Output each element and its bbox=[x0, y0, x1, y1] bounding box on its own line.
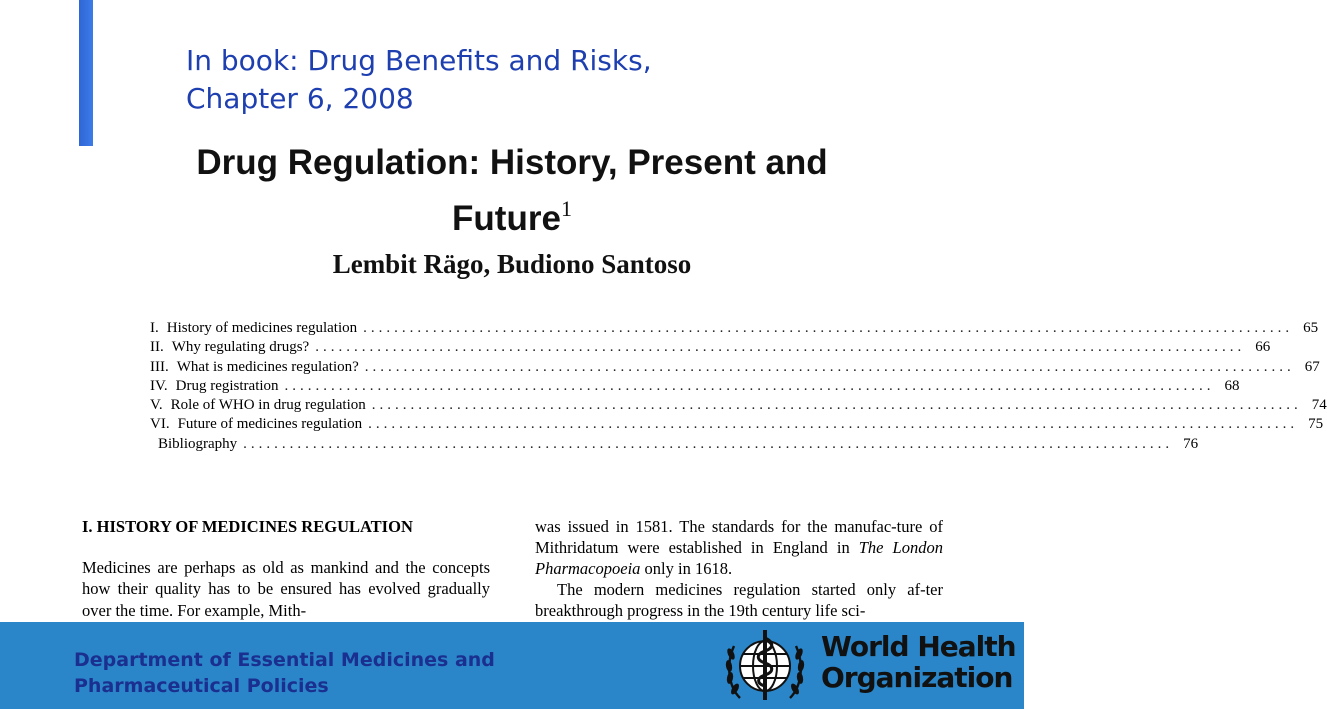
accent-bar bbox=[79, 0, 93, 146]
toc-title: History of medicines regulation bbox=[166, 320, 358, 336]
right-column bbox=[535, 516, 943, 621]
left-column bbox=[82, 516, 490, 621]
who-wordmark-line2: Organization bbox=[821, 661, 1013, 694]
toc-title: Role of WHO in drug regulation bbox=[170, 397, 366, 414]
toc-row bbox=[150, 358, 1320, 378]
toc-number: II. bbox=[150, 339, 164, 356]
toc-number: V. bbox=[150, 397, 163, 414]
title-footnote-marker: 1 bbox=[560, 196, 572, 221]
department-line1: Department of Essential Medicines and bbox=[74, 649, 495, 671]
toc-page: 75 bbox=[1308, 416, 1324, 433]
department-name bbox=[74, 647, 495, 699]
table-of-contents bbox=[150, 320, 1327, 455]
toc-leader-dots: ........................................................................................................................ bbox=[284, 377, 1215, 394]
toc-row bbox=[150, 377, 1240, 397]
toc-row bbox=[150, 397, 1327, 416]
toc-number: III. bbox=[150, 358, 169, 375]
toc-leader-dots: ........................................................................................................................ bbox=[363, 320, 1294, 336]
right-paragraph-2: The modern medicines regulation started only af-ter breakthrough progress in the 19th century life sci- bbox=[535, 580, 943, 620]
who-wordmark bbox=[821, 631, 1016, 693]
who-wordmark-line1: World Health bbox=[821, 630, 1016, 663]
right-paragraph-1-text: was issued in 1581. The standards for the manufac-ture of Mithridatum were established in England in bbox=[535, 517, 943, 557]
section-heading: I. HISTORY OF MEDICINES REGULATION bbox=[82, 517, 413, 536]
book-reference-line1: In book: Drug Benefits and Risks, bbox=[186, 44, 652, 77]
toc-row bbox=[150, 435, 1199, 455]
toc-page: 76 bbox=[1183, 435, 1199, 452]
toc-number: VI. bbox=[150, 416, 170, 433]
toc-number: I. bbox=[150, 320, 159, 336]
right-paragraph-1 bbox=[535, 516, 943, 579]
toc-page: 74 bbox=[1311, 397, 1327, 414]
toc-title: Why regulating drugs? bbox=[171, 339, 310, 356]
toc-leader-dots: ........................................................................................................................ bbox=[243, 435, 1174, 452]
toc-page: 66 bbox=[1255, 339, 1271, 356]
toc-title: What is medicines regulation? bbox=[176, 358, 359, 375]
toc-page: 67 bbox=[1304, 358, 1320, 375]
toc-leader-dots: ........................................................................................................................ bbox=[368, 416, 1299, 433]
authors: Lembit Rägo, Budiono Santoso bbox=[332, 249, 692, 279]
book-reference-line2: Chapter 6, 2008 bbox=[186, 82, 414, 115]
paper-title-line1: Drug Regulation: History, Present and bbox=[196, 143, 828, 182]
department-line2: Pharmaceutical Policies bbox=[74, 675, 329, 697]
paper-title-line2: Future bbox=[452, 199, 561, 238]
toc-row bbox=[150, 416, 1324, 435]
toc-number: IV. bbox=[150, 377, 168, 394]
toc-page: 65 bbox=[1303, 320, 1319, 336]
right-paragraph-1-end: only in 1618. bbox=[640, 559, 733, 578]
toc-title: Bibliography bbox=[158, 435, 238, 452]
pharmacopoeia-title: The London Pharmacopoeia bbox=[535, 538, 943, 578]
toc-leader-dots: ........................................................................................................................ bbox=[371, 397, 1302, 414]
left-paragraph: Medicines are perhaps as old as mankind and the concepts how their quality has to be ensured has evolved gradually over the time. For example, Mith- bbox=[82, 557, 490, 620]
toc-row bbox=[150, 339, 1271, 358]
who-emblem-icon bbox=[720, 624, 810, 706]
toc-title: Future of medicines regulation bbox=[177, 416, 363, 433]
toc-leader-dots: ........................................................................................................................ bbox=[364, 358, 1295, 375]
toc-row bbox=[150, 320, 1319, 339]
paper-title bbox=[0, 140, 1024, 242]
toc-title: Drug registration bbox=[175, 377, 279, 394]
book-reference bbox=[186, 42, 652, 118]
toc-leader-dots: ........................................................................................................................ bbox=[315, 339, 1246, 356]
toc-page: 68 bbox=[1224, 377, 1240, 394]
